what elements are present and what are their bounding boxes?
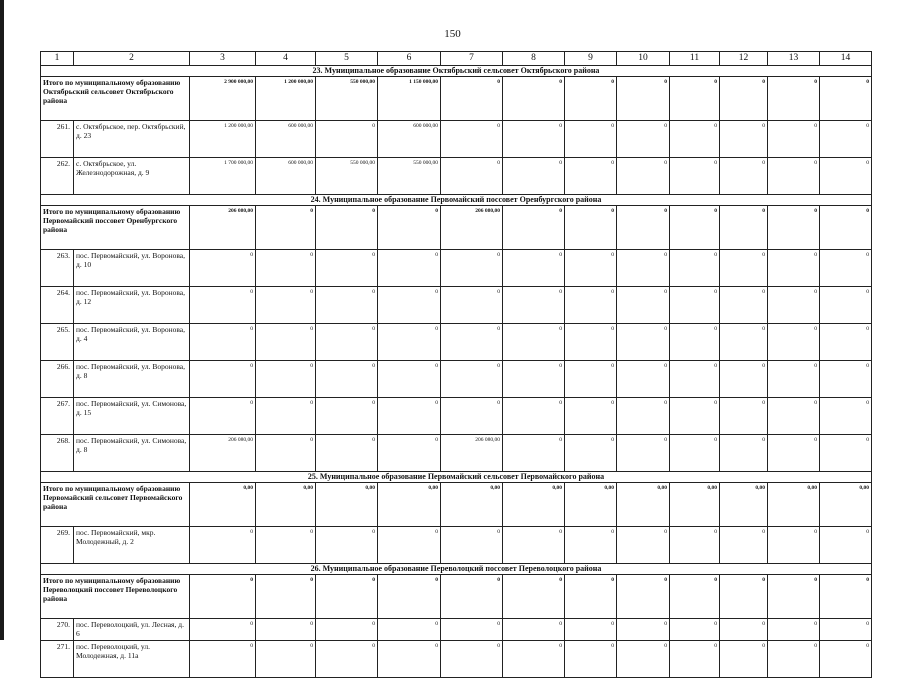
total-row [41,575,872,619]
value-cell: 0 [617,121,670,158]
value-cell: 0 [441,158,503,195]
row-number: 263. [41,250,74,287]
value-cell: 0 [720,250,768,287]
total-label: Итого по муниципальному образованию Октябрьский сельсовет Октябрьского района [41,77,190,121]
value-cell: 0 [503,398,565,435]
value-cell: 0 [378,250,441,287]
table-row [41,435,872,472]
total-value-cell: 0 [503,77,565,121]
section-title: 24. Муниципальное образование Первомайский поссовет Оренбургского района [41,195,872,206]
value-cell: 0 [720,158,768,195]
address-cell: пос. Первомайский, ул. Симонова, д. 15 [74,398,190,435]
value-cell: 0 [441,250,503,287]
value-cell: 0 [441,287,503,324]
value-cell: 600 000,00 [256,158,316,195]
value-cell: 0 [670,398,720,435]
table-row [41,641,872,678]
value-cell: 0 [617,527,670,564]
value-cell: 0 [768,398,820,435]
table-row [41,527,872,564]
value-cell: 0 [720,619,768,641]
total-value-cell: 0 [441,77,503,121]
total-label: Итого по муниципальному образованию Первомайский поссовет Оренбургского района [41,206,190,250]
value-cell: 0 [670,250,720,287]
value-cell: 0 [256,435,316,472]
value-cell: 0 [820,324,872,361]
value-cell: 0 [617,361,670,398]
table-row [41,121,872,158]
column-header: 13 [768,52,820,66]
value-cell: 0 [378,287,441,324]
value-cell: 0 [617,324,670,361]
row-number: 264. [41,287,74,324]
column-header: 8 [503,52,565,66]
value-cell: 0 [768,158,820,195]
value-cell: 0 [720,527,768,564]
value-cell: 206 080,00 [190,435,256,472]
total-value-cell: 0 [256,206,316,250]
column-header: 6 [378,52,441,66]
address-cell: с. Октябрьское, пер. Октябрьский, д. 23 [74,121,190,158]
total-value-cell: 0 [670,206,720,250]
value-cell: 0 [670,361,720,398]
section-title-row [41,472,872,483]
total-value-cell: 0 [316,575,378,619]
value-cell: 0 [378,435,441,472]
total-value-cell: 0 [565,575,617,619]
value-cell: 0 [720,121,768,158]
section-title: 26. Муниципальное образование Переволоцкий поссовет Переволоцкого района [41,564,872,575]
column-header: 7 [441,52,503,66]
total-value-cell: 0 [565,77,617,121]
value-cell: 0 [768,619,820,641]
column-header: 12 [720,52,768,66]
value-cell: 0 [190,324,256,361]
value-cell: 0 [503,287,565,324]
value-cell: 0 [768,527,820,564]
value-cell: 0 [670,324,720,361]
total-value-cell: 0 [768,206,820,250]
value-cell: 0 [768,121,820,158]
value-cell: 0 [441,361,503,398]
total-label: Итого по муниципальному образованию Переволоцкий поссовет Переволоцкого района [41,575,190,619]
value-cell: 0 [820,435,872,472]
address-cell: пос. Первомайский, ул. Воронова, д. 8 [74,361,190,398]
total-value-cell: 0 [503,206,565,250]
total-value-cell: 0,00 [256,483,316,527]
value-cell: 0 [670,641,720,678]
total-value-cell: 0 [378,206,441,250]
value-cell: 0 [441,527,503,564]
total-value-cell: 0,00 [316,483,378,527]
value-cell: 0 [441,324,503,361]
value-cell: 0 [720,324,768,361]
value-cell: 0 [256,324,316,361]
value-cell: 0 [768,324,820,361]
column-header: 5 [316,52,378,66]
table-row [41,287,872,324]
column-header: 11 [670,52,720,66]
address-cell: пос. Первомайский, мкр. Молодежный, д. 2 [74,527,190,564]
value-cell: 0 [190,641,256,678]
value-cell: 0 [503,619,565,641]
total-value-cell: 0 [617,206,670,250]
value-cell: 0 [565,619,617,641]
value-cell: 0 [316,435,378,472]
section-title: 23. Муниципальное образование Октябрьский сельсовет Октябрьского района [41,66,872,77]
total-value-cell: 0,00 [378,483,441,527]
total-value-cell: 0 [820,77,872,121]
total-value-cell: 0,00 [670,483,720,527]
column-header-row [41,52,872,66]
value-cell: 0 [670,619,720,641]
value-cell: 0 [378,398,441,435]
value-cell: 0 [256,527,316,564]
total-value-cell: 0 [768,77,820,121]
value-cell: 0 [503,527,565,564]
column-header: 14 [820,52,872,66]
value-cell: 0 [316,619,378,641]
value-cell: 0 [316,250,378,287]
address-cell: с. Октябрьское, ул. Железнодорожная, д. 9 [74,158,190,195]
value-cell: 0 [256,641,316,678]
value-cell: 0 [190,619,256,641]
total-value-cell: 0 [256,575,316,619]
table-row [41,324,872,361]
value-cell: 0 [617,287,670,324]
value-cell: 550 000,00 [316,158,378,195]
total-value-cell: 0,00 [190,483,256,527]
value-cell: 0 [720,287,768,324]
value-cell: 0 [441,641,503,678]
value-cell: 0 [190,250,256,287]
total-value-cell: 0 [670,575,720,619]
value-cell: 0 [256,361,316,398]
table-row [41,361,872,398]
value-cell: 0 [820,250,872,287]
row-number: 270. [41,619,74,641]
total-value-cell: 0 [617,77,670,121]
value-cell: 0 [720,361,768,398]
value-cell: 0 [565,398,617,435]
row-number: 267. [41,398,74,435]
value-cell: 0 [503,250,565,287]
total-value-cell: 0 [190,575,256,619]
value-cell: 0 [316,287,378,324]
value-cell: 0 [316,398,378,435]
scan-edge-shadow [0,0,4,640]
value-cell: 0 [190,527,256,564]
value-cell: 0 [316,361,378,398]
value-cell: 0 [503,641,565,678]
value-cell: 0 [503,324,565,361]
value-cell: 0 [565,250,617,287]
value-cell: 0 [768,435,820,472]
value-cell: 0 [565,121,617,158]
table-row [41,250,872,287]
total-value-cell: 0,00 [441,483,503,527]
total-value-cell: 0,00 [503,483,565,527]
value-cell: 0 [378,361,441,398]
value-cell: 0 [565,158,617,195]
table-row [41,619,872,641]
value-cell: 0 [190,398,256,435]
section-title-row [41,564,872,575]
address-cell: пос. Первомайский, ул. Воронова, д. 12 [74,287,190,324]
value-cell: 0 [190,361,256,398]
value-cell: 0 [503,158,565,195]
total-value-cell: 0,00 [768,483,820,527]
value-cell: 0 [670,435,720,472]
total-value-cell: 0 [820,575,872,619]
total-value-cell: 0 [503,575,565,619]
total-value-cell: 0 [441,575,503,619]
table-row [41,398,872,435]
value-cell: 0 [565,435,617,472]
address-cell: пос. Первомайский, ул. Воронова, д. 4 [74,324,190,361]
value-cell: 0 [378,641,441,678]
row-number: 262. [41,158,74,195]
value-cell: 0 [720,435,768,472]
total-value-cell: 550 000,00 [316,77,378,121]
row-number: 265. [41,324,74,361]
section-title: 25. Муниципальное образование Первомайский сельсовет Первомайского района [41,472,872,483]
page-number: 150 [444,28,461,40]
total-label: Итого по муниципальному образованию Первомайский сельсовет Первомайского района [41,483,190,527]
data-table [40,51,872,678]
value-cell: 0 [768,250,820,287]
value-cell: 0 [617,158,670,195]
column-header: 2 [74,52,190,66]
value-cell: 0 [820,287,872,324]
value-cell: 0 [670,527,720,564]
value-cell: 1 700 000,00 [190,158,256,195]
table-row [41,158,872,195]
address-cell: пос. Первомайский, ул. Симонова, д. 8 [74,435,190,472]
value-cell: 0 [670,121,720,158]
value-cell: 0 [670,287,720,324]
row-number: 261. [41,121,74,158]
value-cell: 0 [768,287,820,324]
total-value-cell: 0 [565,206,617,250]
total-value-cell: 206 080,00 [190,206,256,250]
value-cell: 0 [256,398,316,435]
value-cell: 0 [256,250,316,287]
value-cell: 0 [820,398,872,435]
total-value-cell: 2 900 000,00 [190,77,256,121]
value-cell: 0 [441,398,503,435]
total-row [41,206,872,250]
total-value-cell: 0 [720,77,768,121]
value-cell: 0 [820,619,872,641]
value-cell: 0 [617,398,670,435]
total-value-cell: 0 [768,575,820,619]
section-title-row [41,66,872,77]
address-cell: пос. Переволоцкий, ул. Лесная, д. 6 [74,619,190,641]
value-cell: 600 000,00 [378,121,441,158]
value-cell: 0 [820,158,872,195]
total-value-cell: 0 [316,206,378,250]
value-cell: 0 [820,361,872,398]
address-cell: пос. Переволоцкий, ул. Молодежная, д. 11а [74,641,190,678]
total-value-cell: 1 200 000,00 [256,77,316,121]
row-number: 271. [41,641,74,678]
total-value-cell: 1 150 000,00 [378,77,441,121]
value-cell: 0 [565,641,617,678]
section-title-row [41,195,872,206]
value-cell: 0 [190,287,256,324]
total-value-cell: 0,00 [720,483,768,527]
row-number: 268. [41,435,74,472]
value-cell: 0 [378,324,441,361]
value-cell: 0 [256,287,316,324]
value-cell: 0 [441,619,503,641]
value-cell: 0 [316,527,378,564]
total-value-cell: 0 [378,575,441,619]
value-cell: 600 000,00 [256,121,316,158]
total-row [41,483,872,527]
row-number: 269. [41,527,74,564]
address-cell: пос. Первомайский, ул. Воронова, д. 10 [74,250,190,287]
value-cell: 0 [565,324,617,361]
value-cell: 0 [617,641,670,678]
value-cell: 0 [670,158,720,195]
column-header: 9 [565,52,617,66]
value-cell: 550 000,00 [378,158,441,195]
value-cell: 0 [565,361,617,398]
total-value-cell: 0,00 [820,483,872,527]
total-value-cell: 206 080,00 [441,206,503,250]
value-cell: 0 [720,398,768,435]
value-cell: 1 200 000,00 [190,121,256,158]
total-value-cell: 0 [720,206,768,250]
value-cell: 0 [617,619,670,641]
total-value-cell: 0 [670,77,720,121]
total-value-cell: 0 [617,575,670,619]
value-cell: 0 [820,641,872,678]
value-cell: 0 [820,527,872,564]
column-header: 1 [41,52,74,66]
value-cell: 0 [316,641,378,678]
value-cell: 0 [503,121,565,158]
total-row [41,77,872,121]
column-header: 10 [617,52,670,66]
value-cell: 0 [503,361,565,398]
value-cell: 0 [316,121,378,158]
value-cell: 0 [441,121,503,158]
value-cell: 0 [617,250,670,287]
value-cell: 206 080,00 [441,435,503,472]
value-cell: 0 [256,619,316,641]
value-cell: 0 [565,527,617,564]
column-header: 4 [256,52,316,66]
value-cell: 0 [720,641,768,678]
value-cell: 0 [378,619,441,641]
total-value-cell: 0,00 [617,483,670,527]
value-cell: 0 [316,324,378,361]
value-cell: 0 [768,361,820,398]
value-cell: 0 [565,287,617,324]
value-cell: 0 [503,435,565,472]
value-cell: 0 [617,435,670,472]
total-value-cell: 0 [720,575,768,619]
value-cell: 0 [768,641,820,678]
value-cell: 0 [820,121,872,158]
value-cell: 0 [378,527,441,564]
total-value-cell: 0 [820,206,872,250]
row-number: 266. [41,361,74,398]
column-header: 3 [190,52,256,66]
total-value-cell: 0,00 [565,483,617,527]
